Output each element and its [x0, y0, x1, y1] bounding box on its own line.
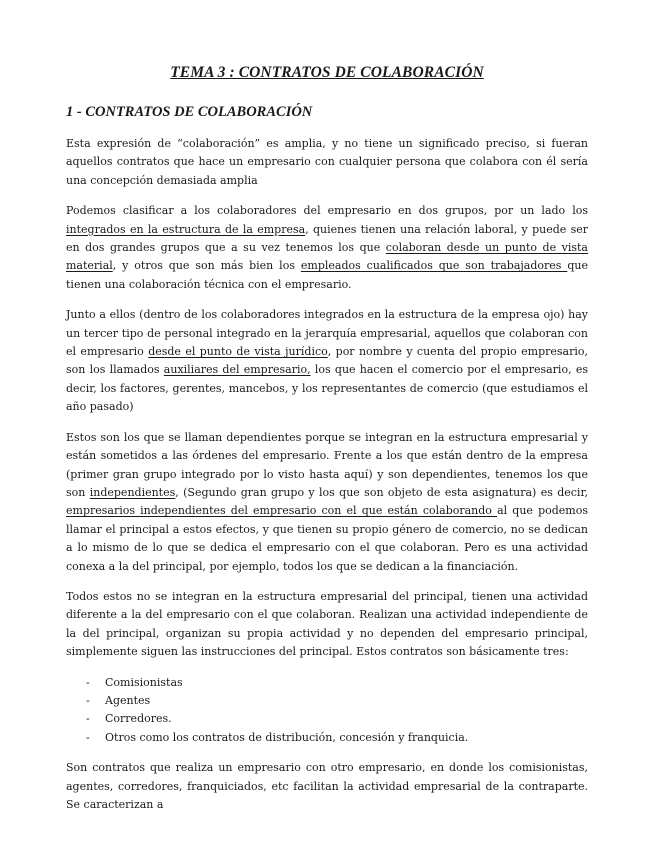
list-item: [86, 674, 588, 692]
paragraph-6: Son contratos que realiza un empresario con otro empresario, en donde los comisionistas, agentes, corredores, franquiciados, etc facilitan la actividad empresarial de la contraparte. Se caracterizan a: [66, 761, 588, 811]
list-item-text: Comisionistas: [105, 675, 183, 689]
paragraph-3: [66, 306, 588, 416]
paragraph-2-text-e: , y otros que son más bien los: [112, 259, 301, 273]
paragraph-4-text-a: Estos son los que se llaman dependientes porque se integran en la estructura empresarial y están sometidos a las órdenes del empresario. Frente a los que están dentro de la empresa (primer gran grupo integrado por lo visto hasta aquí) y son dependientes, tenemos los que son: [66, 430, 588, 499]
bullet-dash: -: [86, 730, 90, 744]
paragraph-3-text-e: los que hacen el comercio por el empresario, es decir, los factores, gerentes, mancebos, y los representantes de comercio (que estudiamos el año pasado): [66, 363, 588, 414]
paragraph-2-text-g: que tienen una colaboración técnica con el empresario.: [66, 259, 588, 291]
document-title: TEMA 3 : CONTRATOS DE COLABORACIÓN: [170, 64, 484, 81]
list-item-text: Corredores.: [105, 712, 172, 726]
list-item: [86, 692, 588, 710]
paragraph-3-text-c: , por nombre y cuenta del propio empresario, son los llamados: [66, 345, 588, 377]
bullet-dash: -: [86, 693, 90, 707]
underlined-punto-vista-juridico: desde el punto de vista jurídico: [148, 345, 328, 359]
underlined-integrados: integrados en la estructura de la empresa: [66, 222, 306, 236]
list-item: [86, 729, 588, 747]
underlined-independientes: independientes: [89, 485, 176, 499]
underlined-colaboran-material: colaboran desde un punto de vista material: [66, 241, 588, 273]
list-item-text: Otros como los contratos de distribución, concesión y franquicia.: [105, 730, 469, 744]
bullet-dash: -: [86, 675, 90, 689]
underlined-auxiliares: auxiliares del empresario,: [163, 363, 311, 377]
contract-types-list: [66, 674, 588, 748]
underlined-empleados-cualificados: empleados cualificados que son trabajadores: [300, 259, 568, 273]
list-item-text: Agentes: [105, 693, 151, 707]
list-item: [86, 710, 588, 728]
document-page: [66, 64, 588, 826]
paragraph-3-text-a: Junto a ellos (dentro de los colaboradores integrados en la estructura de la empresa ojo) hay un tercer tipo de personal integrado en la jerarquía empresarial, aquellos que colaboran con el empresario: [66, 308, 588, 359]
paragraph-4: [66, 429, 588, 576]
underlined-empresarios-independientes: empresarios independientes del empresario con el que están colaborando: [66, 504, 498, 518]
bullet-dash: -: [86, 712, 90, 726]
paragraph-4-text-c: , (Segundo gran grupo y los que son objeto de esta asignatura) es decir,: [175, 485, 589, 499]
paragraph-1: Esta expresión de “colaboración” es amplia, y no tiene un significado preciso, si fueran aquellos contratos que hace un empresario con cualquier persona que colabora con él sería una concepción demasiada amplia: [66, 137, 588, 187]
section-heading: 1 - CONTRATOS DE COLABORACIÓN: [66, 104, 313, 120]
paragraph-4-text-e: al que podemos llamar el principal a estos efectos, y que tienen su propio género de comercio, no se dedican a lo mismo de lo que se dedica el empresario con el que colaboran. Pero es una actividad conexa a la del principal, por ejemplo, todos los que se dedican a la financiación.: [66, 504, 588, 573]
paragraph-2-text-c: , quienes tienen una relación laboral, y puede ser en dos grandes grupos que a su vez tenemos los que: [66, 222, 588, 255]
paragraph-2: [66, 202, 588, 294]
paragraph-5: Todos estos no se integran en la estructura empresarial del principal, tienen una actividad diferente a la del empresario con el que colaboran. Realizan una actividad independiente de la del principal, organizan su propia actividad y no dependen del empresario principal, simplemente siguen las instrucciones del principal. Estos contratos son básicamente tres:: [66, 589, 588, 659]
paragraph-2-text-a: Podemos clasificar a los colaboradores del empresario en dos grupos, por un lado los: [66, 204, 588, 218]
